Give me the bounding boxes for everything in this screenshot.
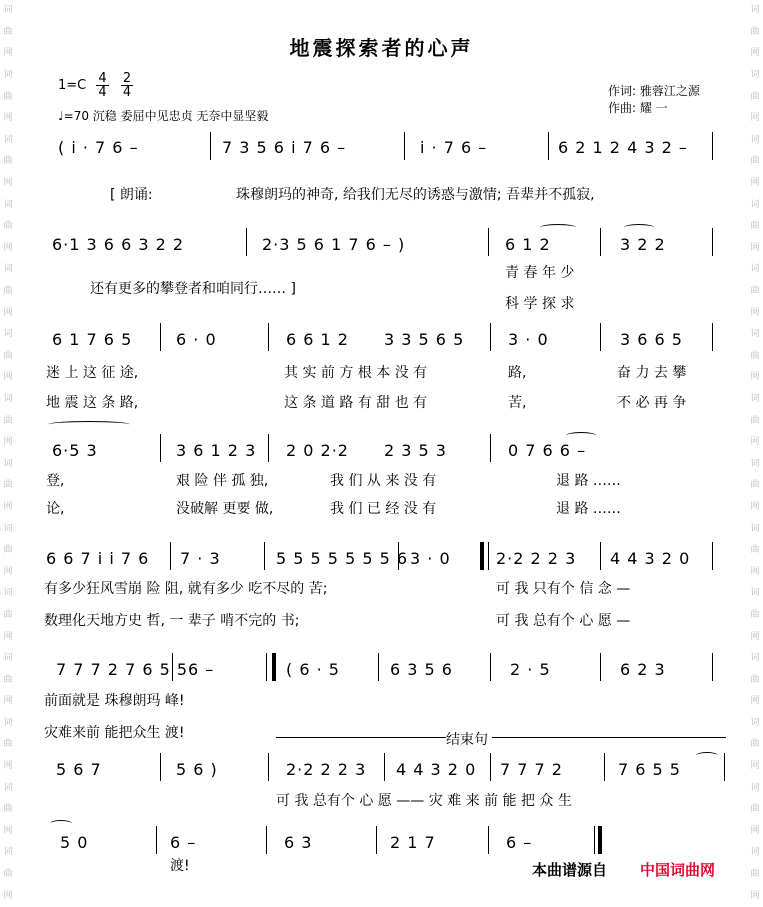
bar-line bbox=[712, 542, 713, 570]
measure-notes: 3 · 0 bbox=[508, 330, 549, 349]
watermark-char: 词 bbox=[3, 523, 13, 534]
watermark-char: 曲 bbox=[3, 26, 13, 37]
bar-line bbox=[156, 826, 157, 854]
measure-notes: 6 2 3 bbox=[620, 660, 666, 679]
measure-notes: 6 6 1 2 bbox=[286, 330, 349, 349]
watermark-char: 曲 bbox=[750, 480, 760, 491]
watermark-char: 词 bbox=[3, 199, 13, 210]
lyric-line: 路, bbox=[508, 365, 527, 381]
measure-notes: 6 2 1 2 4 3 2 – bbox=[558, 138, 688, 157]
watermark-char: 网 bbox=[3, 372, 13, 383]
watermark-char: 网 bbox=[3, 437, 13, 448]
bar-line bbox=[548, 132, 549, 160]
watermark-char: 词 bbox=[3, 782, 13, 793]
bar-line bbox=[712, 228, 713, 256]
bar-line bbox=[600, 542, 601, 570]
bar-line bbox=[172, 653, 173, 681]
lyric-line: 灾难来前 能把众生 渡! bbox=[44, 725, 185, 741]
site-name: 中国词曲网 bbox=[640, 861, 716, 879]
lyric-line: 科 学 探 求 bbox=[505, 296, 575, 312]
watermark-char: 曲 bbox=[3, 156, 13, 167]
bar-line bbox=[266, 653, 267, 681]
measure-notes: 2 3 5 3 bbox=[384, 441, 447, 460]
measure-notes: ( i · 7 6 – bbox=[58, 138, 139, 157]
repeat-end-barline bbox=[272, 653, 276, 681]
measure-notes: 7 6 5 5 bbox=[618, 760, 681, 779]
bar-line bbox=[160, 753, 161, 781]
bar-line bbox=[600, 323, 601, 351]
watermark-char: 词 bbox=[750, 458, 760, 469]
lyric-line: 我 们 从 来 没 有 bbox=[330, 473, 437, 489]
watermark-char: 网 bbox=[750, 242, 760, 253]
watermark-char: 网 bbox=[3, 631, 13, 642]
watermark-left bbox=[0, 0, 16, 907]
measure-notes: 6 3 bbox=[284, 833, 313, 852]
watermark-char: 网 bbox=[750, 631, 760, 642]
lyric-line: 可 我 总有个 心 愿 —— 灾 难 来 前 能 把 众 生 bbox=[276, 793, 572, 809]
bar-line bbox=[724, 753, 725, 781]
watermark-char: 词 bbox=[3, 847, 13, 858]
watermark-char: 曲 bbox=[3, 739, 13, 750]
watermark-char: 曲 bbox=[3, 91, 13, 102]
measure-notes: 2·3 5 6 1 7 6 – ) bbox=[262, 235, 406, 254]
watermark-char: 网 bbox=[3, 178, 13, 189]
bar-line bbox=[268, 323, 269, 351]
lyric-line: 珠穆朗玛的神奇, 给我们无尽的诱惑与激情; 吾辈并不孤寂, bbox=[236, 187, 595, 203]
watermark-char: 曲 bbox=[750, 26, 760, 37]
measure-notes: 2 0 2·2 bbox=[286, 441, 349, 460]
lyric-line: 我 们 已 经 没 有 bbox=[330, 501, 437, 517]
bar-line bbox=[264, 542, 265, 570]
measure-notes: 4 4 3 2 0 bbox=[610, 549, 691, 568]
watermark-char: 网 bbox=[3, 890, 13, 901]
watermark-char: 词 bbox=[750, 264, 760, 275]
watermark-char: 网 bbox=[750, 761, 760, 772]
lyric-line: 退 路 …… bbox=[556, 473, 621, 489]
watermark-char: 词 bbox=[3, 70, 13, 81]
watermark-char: 词 bbox=[750, 393, 760, 404]
measure-notes: 3 6 6 5 bbox=[620, 330, 683, 349]
lyric-line: 奋 力 去 攀 bbox=[617, 365, 687, 381]
bar-line bbox=[488, 228, 489, 256]
measure-notes: 6 – bbox=[188, 660, 215, 679]
watermark-char: 曲 bbox=[3, 869, 13, 880]
repeat-start-barline bbox=[480, 542, 484, 570]
measure-notes: 3 2 2 bbox=[620, 235, 666, 254]
lyric-line: 有多少狂风雪崩 险 阻, 就有多少 吃不尽的 苦; bbox=[44, 581, 328, 597]
bar-line bbox=[490, 323, 491, 351]
tempo-marking: ♩=70 沉稳 委屈中见忠贞 无奈中显坚毅 bbox=[58, 109, 269, 123]
bar-line bbox=[378, 653, 379, 681]
lyric-line: 退 路 …… bbox=[556, 501, 621, 517]
bar-line bbox=[404, 132, 405, 160]
bar-line bbox=[376, 826, 377, 854]
watermark-char: 网 bbox=[3, 825, 13, 836]
watermark-char: 曲 bbox=[750, 286, 760, 297]
measure-notes: 6 1 2 bbox=[505, 235, 551, 254]
composer: 作曲: 耀 一 bbox=[608, 101, 668, 115]
bar-line bbox=[488, 826, 489, 854]
lyric-line: 其 实 前 方 根 本 没 有 bbox=[284, 365, 428, 381]
watermark-char: 词 bbox=[3, 588, 13, 599]
watermark-char: 曲 bbox=[3, 350, 13, 361]
watermark-char: 词 bbox=[3, 329, 13, 340]
watermark-char: 曲 bbox=[3, 415, 13, 426]
watermark-char: 曲 bbox=[3, 480, 13, 491]
measure-notes: 2 · 5 bbox=[510, 660, 551, 679]
watermark-char: 网 bbox=[3, 242, 13, 253]
watermark-char: 词 bbox=[750, 5, 760, 16]
ending-label: 结束句 bbox=[446, 732, 488, 748]
measure-notes: 0 7 6 6 – bbox=[508, 441, 587, 460]
lyric-line: 数理化天地方史 哲, 一 辈子 啃不完的 书; bbox=[44, 613, 300, 629]
bar-line bbox=[170, 542, 171, 570]
measure-notes: 2·2 2 2 3 bbox=[286, 760, 367, 779]
measure-notes: 7 7 7 2 bbox=[500, 760, 563, 779]
watermark-char: 曲 bbox=[750, 804, 760, 815]
bar-line bbox=[246, 228, 247, 256]
slur bbox=[566, 432, 596, 439]
watermark-char: 网 bbox=[750, 825, 760, 836]
watermark-char: 网 bbox=[750, 890, 760, 901]
watermark-char: 网 bbox=[3, 113, 13, 124]
bar-line bbox=[384, 753, 385, 781]
watermark-char: 词 bbox=[750, 70, 760, 81]
bar-line bbox=[160, 323, 161, 351]
song-title: 地震探索者的心声 bbox=[289, 36, 474, 60]
measure-notes: 3 6 1 2 3 bbox=[176, 441, 257, 460]
watermark-char: 曲 bbox=[750, 869, 760, 880]
bar-line bbox=[266, 826, 267, 854]
bar-line bbox=[490, 753, 491, 781]
measure-notes: 6·5 3 bbox=[52, 441, 98, 460]
watermark-char: 曲 bbox=[3, 221, 13, 232]
lyric-line: 还有更多的攀登者和咱同行…… ] bbox=[90, 281, 296, 297]
watermark-right bbox=[747, 0, 763, 907]
watermark-char: 曲 bbox=[3, 609, 13, 620]
measure-notes: 6 1 7 6 5 bbox=[52, 330, 133, 349]
watermark-char: 词 bbox=[3, 653, 13, 664]
lyric-line: 这 条 道 路 有 甜 也 有 bbox=[284, 395, 428, 411]
measure-notes: 3 3 5 6 5 bbox=[384, 330, 465, 349]
watermark-char: 词 bbox=[750, 653, 760, 664]
watermark-char: 词 bbox=[3, 393, 13, 404]
watermark-char: 网 bbox=[3, 501, 13, 512]
watermark-char: 网 bbox=[750, 566, 760, 577]
watermark-char: 词 bbox=[750, 847, 760, 858]
slur bbox=[50, 820, 72, 827]
measure-notes: 6 3 5 6 bbox=[390, 660, 453, 679]
source-credit: 本曲谱源自 bbox=[532, 861, 608, 879]
measure-notes: 7 · 3 bbox=[180, 549, 221, 568]
watermark-char: 曲 bbox=[750, 674, 760, 685]
bar-line bbox=[398, 542, 399, 570]
watermark-char: 词 bbox=[750, 134, 760, 145]
watermark-char: 曲 bbox=[3, 674, 13, 685]
watermark-char: 曲 bbox=[750, 156, 760, 167]
watermark-char: 网 bbox=[750, 178, 760, 189]
watermark-char: 词 bbox=[750, 588, 760, 599]
measure-notes: i · 7 6 – bbox=[420, 138, 488, 157]
watermark-char: 曲 bbox=[750, 91, 760, 102]
watermark-char: 曲 bbox=[750, 609, 760, 620]
watermark-char: 网 bbox=[750, 307, 760, 318]
watermark-char: 词 bbox=[3, 717, 13, 728]
bar-line bbox=[712, 132, 713, 160]
slur bbox=[540, 224, 576, 231]
watermark-char: 网 bbox=[750, 696, 760, 707]
lyric-line: 没破解 更要 做, bbox=[176, 501, 274, 517]
watermark-char: 曲 bbox=[750, 221, 760, 232]
watermark-char: 网 bbox=[750, 372, 760, 383]
measure-notes: 6 · 0 bbox=[176, 330, 217, 349]
measure-notes: 7 3 5 6 i 7 6 – bbox=[222, 138, 347, 157]
bar-line bbox=[490, 653, 491, 681]
watermark-char: 网 bbox=[3, 566, 13, 577]
bar-line bbox=[490, 434, 491, 462]
ending-bracket-right bbox=[492, 737, 726, 738]
final-barline bbox=[598, 826, 602, 854]
lyric-line: 迷 上 这 征 途, bbox=[46, 365, 139, 381]
lyric-line: [ 朗诵: bbox=[110, 187, 153, 203]
measure-notes: 2·2 2 2 3 bbox=[496, 549, 577, 568]
watermark-char: 曲 bbox=[750, 739, 760, 750]
slur bbox=[48, 421, 130, 428]
watermark-char: 词 bbox=[750, 329, 760, 340]
bar-line bbox=[210, 132, 211, 160]
watermark-char: 词 bbox=[3, 134, 13, 145]
lyric-line: 苦, bbox=[508, 395, 527, 411]
watermark-char: 词 bbox=[750, 523, 760, 534]
lyric-line: 渡! bbox=[170, 858, 190, 874]
measure-notes: 6 6 7 i i 7 6 bbox=[46, 549, 150, 568]
lyric-line: 不 必 再 争 bbox=[617, 395, 687, 411]
bar-line bbox=[268, 753, 269, 781]
watermark-char: 曲 bbox=[750, 350, 760, 361]
bar-line bbox=[712, 323, 713, 351]
measure-notes: 2 1 7 bbox=[390, 833, 436, 852]
measure-notes: 6 – bbox=[170, 833, 197, 852]
measure-notes: 4 4 3 2 0 bbox=[396, 760, 477, 779]
key-signature: 1=C bbox=[58, 78, 87, 93]
watermark-char: 曲 bbox=[3, 286, 13, 297]
watermark-char: 网 bbox=[3, 761, 13, 772]
watermark-char: 网 bbox=[3, 696, 13, 707]
bar-line bbox=[600, 228, 601, 256]
bar-line bbox=[594, 826, 595, 854]
watermark-char: 词 bbox=[3, 5, 13, 16]
measure-notes: ( 6 · 5 bbox=[286, 660, 340, 679]
bar-line bbox=[268, 434, 269, 462]
ending-bracket-left bbox=[276, 737, 446, 738]
watermark-char: 网 bbox=[3, 307, 13, 318]
bar-line bbox=[600, 653, 601, 681]
watermark-char: 曲 bbox=[750, 545, 760, 556]
lyricist: 作词: 雅蓉江之源 bbox=[608, 84, 700, 98]
bar-line bbox=[488, 542, 489, 570]
watermark-char: 词 bbox=[750, 717, 760, 728]
time-signature-2: $\frac{2}{4}$ bbox=[122, 71, 132, 100]
watermark-char: 网 bbox=[750, 437, 760, 448]
watermark-char: 网 bbox=[750, 113, 760, 124]
lyric-line: 前面就是 珠穆朗玛 峰! bbox=[44, 693, 185, 709]
watermark-char: 曲 bbox=[3, 804, 13, 815]
watermark-char: 曲 bbox=[3, 545, 13, 556]
slur bbox=[696, 752, 718, 759]
lyric-line: 论, bbox=[46, 501, 65, 517]
measure-notes: 5 6 ) bbox=[176, 760, 218, 779]
watermark-char: 网 bbox=[750, 48, 760, 59]
measure-notes: 7 7 7 2 7 6 5 5 bbox=[56, 660, 189, 679]
lyric-line: 地 震 这 条 路, bbox=[46, 395, 139, 411]
lyric-line: 青 春 年 少 bbox=[505, 265, 575, 281]
lyric-line: 可 我 只有个 信 念 — bbox=[496, 581, 631, 597]
measure-notes: 5 0 bbox=[60, 833, 89, 852]
bar-line bbox=[712, 653, 713, 681]
bar-line bbox=[160, 434, 161, 462]
watermark-char: 网 bbox=[750, 501, 760, 512]
watermark-char: 曲 bbox=[750, 415, 760, 426]
measure-notes: 5 5 5 5 5 5 5 6 bbox=[276, 549, 409, 568]
time-signature-1: $\frac{4}{4}$ bbox=[98, 71, 107, 100]
bar-line bbox=[604, 753, 605, 781]
measure-notes: 3 · 0 bbox=[410, 549, 451, 568]
measure-notes: 5 6 7 bbox=[56, 760, 102, 779]
measure-notes: 6 – bbox=[506, 833, 533, 852]
watermark-char: 词 bbox=[3, 264, 13, 275]
lyric-line: 登, bbox=[46, 473, 65, 489]
slur bbox=[624, 224, 654, 231]
watermark-char: 词 bbox=[750, 199, 760, 210]
watermark-char: 网 bbox=[3, 48, 13, 59]
key-time-signature bbox=[58, 72, 141, 99]
measure-notes: 6·1 3 6 6 3 2 2 bbox=[52, 235, 185, 254]
lyric-line: 艰 险 伴 孤 独, bbox=[176, 473, 269, 489]
watermark-char: 词 bbox=[750, 782, 760, 793]
lyric-line: 可 我 总有个 心 愿 — bbox=[496, 613, 631, 629]
watermark-char: 词 bbox=[3, 458, 13, 469]
